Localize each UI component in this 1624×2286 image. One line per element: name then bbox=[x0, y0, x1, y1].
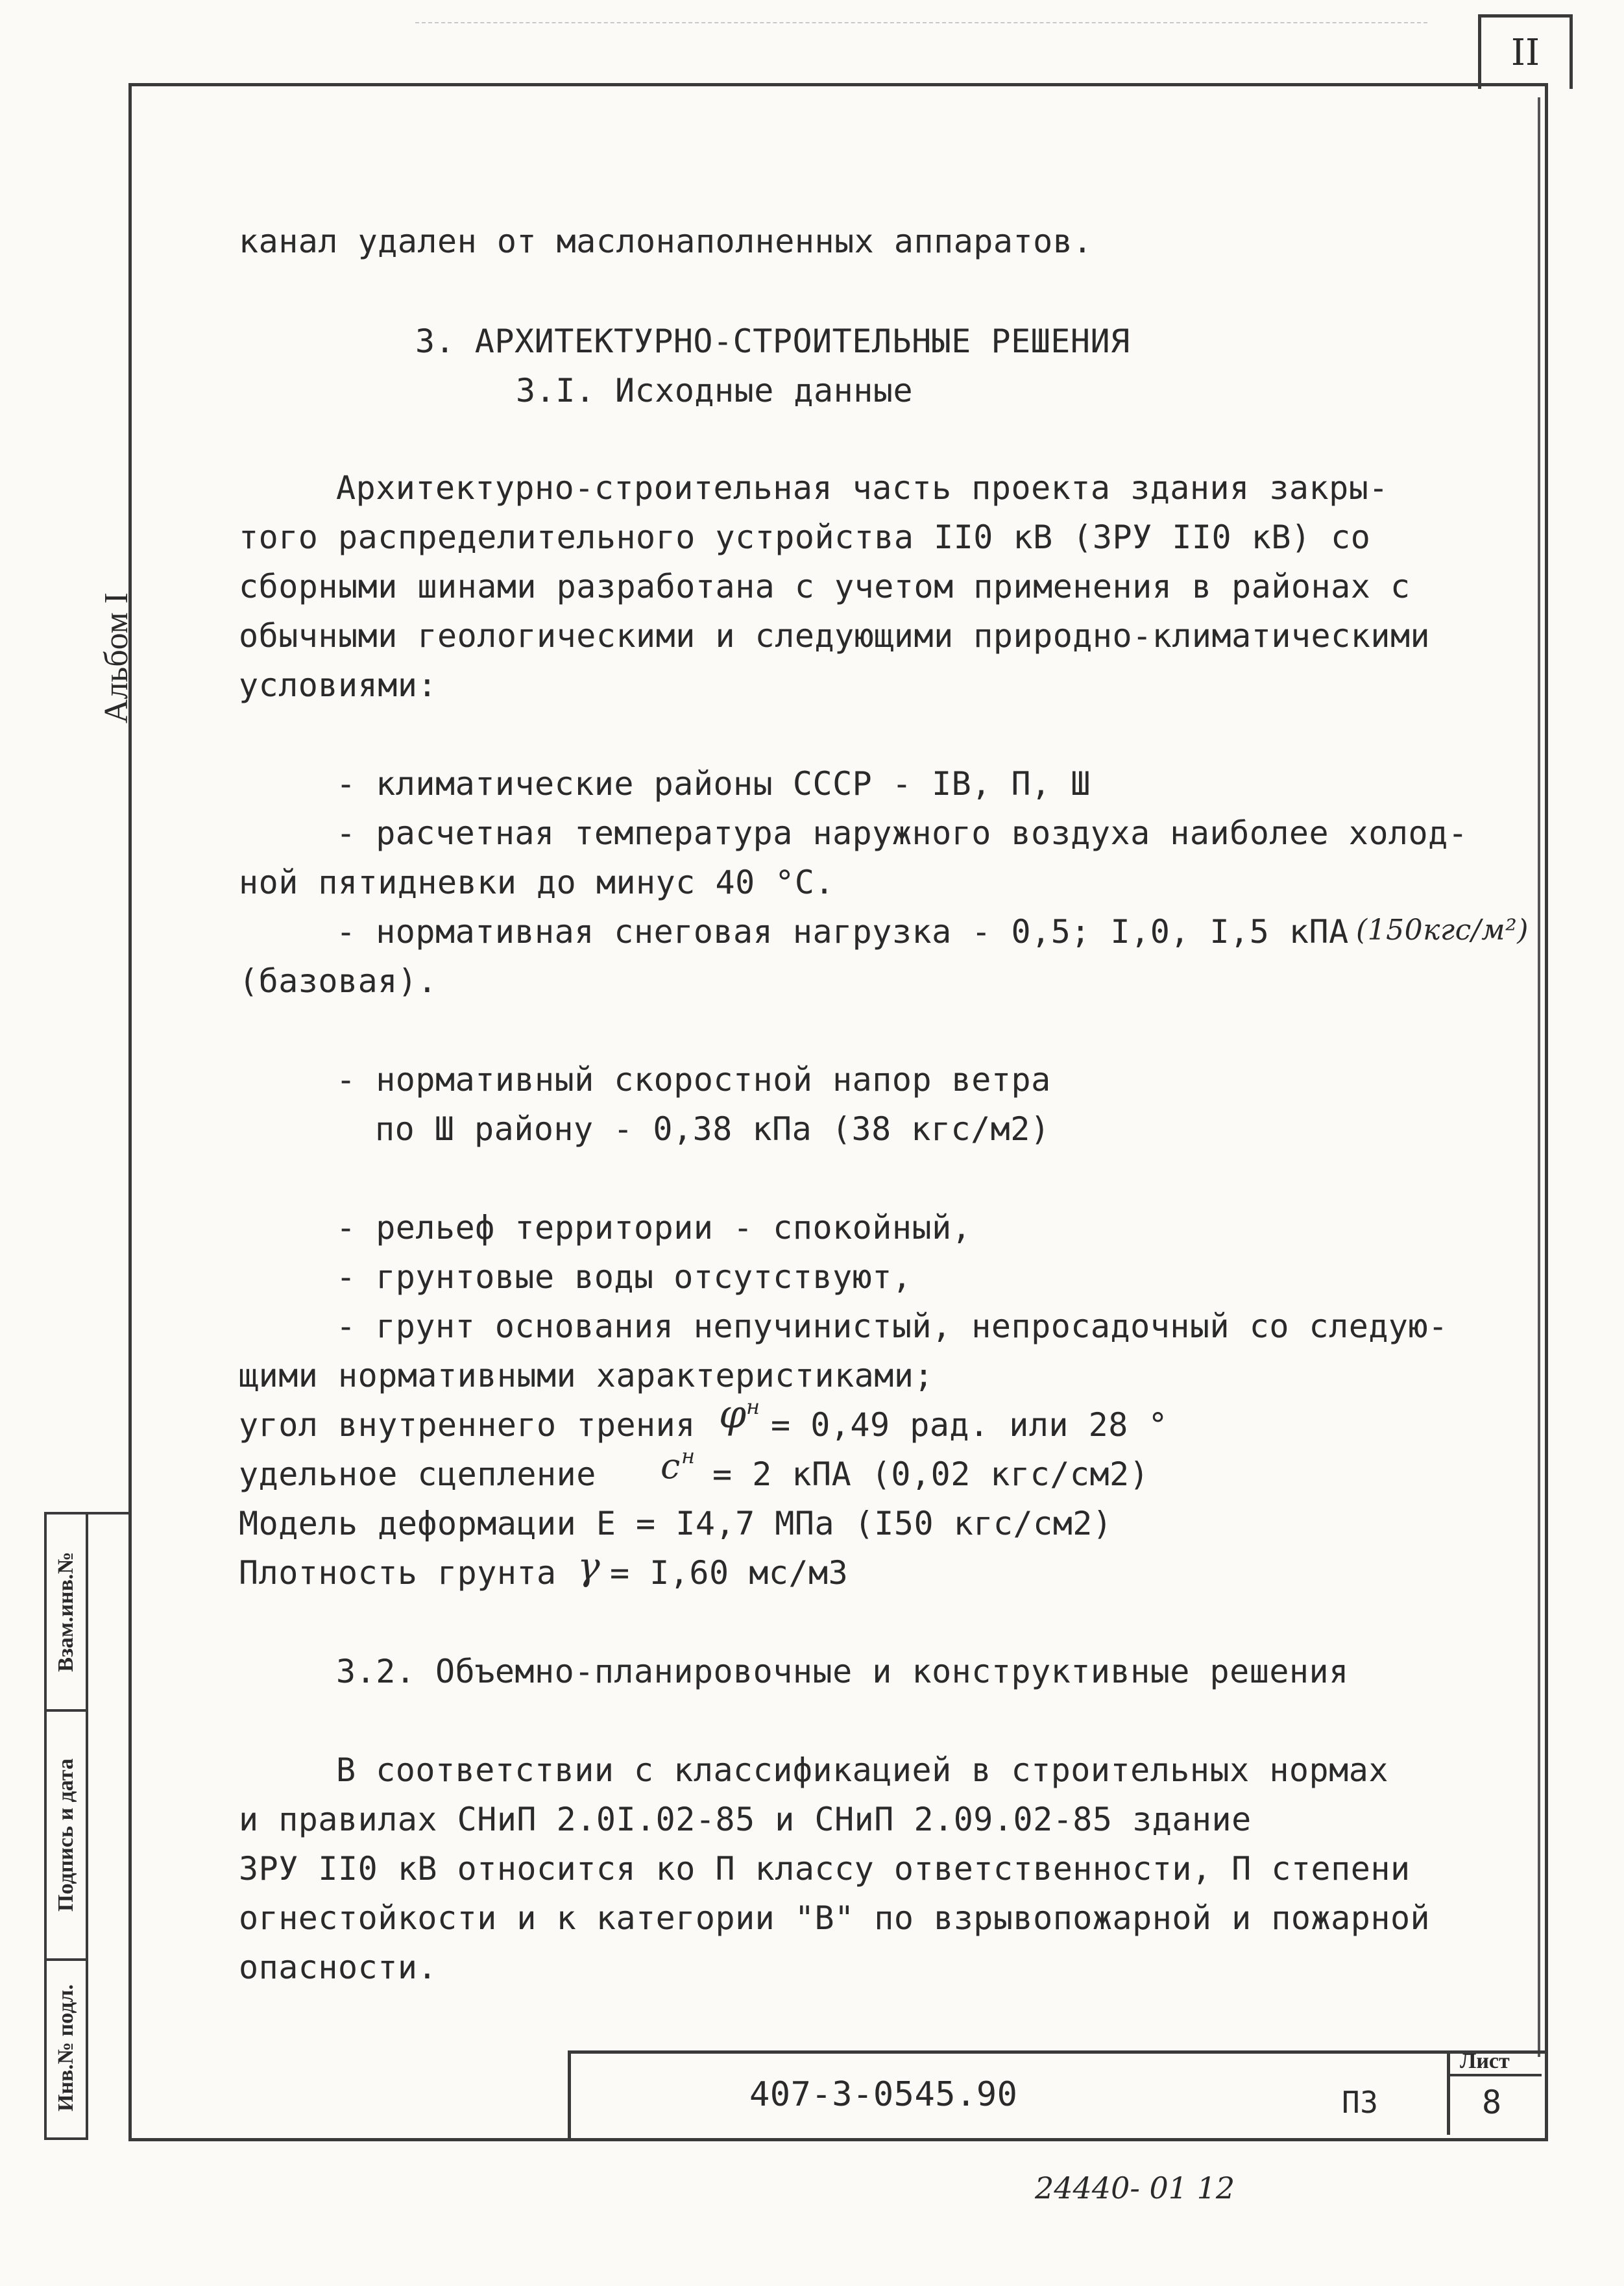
text-line: того распределительного устройства II0 кВ (ЗРУ II0 кВ) со bbox=[239, 518, 1371, 556]
list-item: - грунт основания непучинистый, непросадочный со следую- bbox=[336, 1307, 1448, 1345]
text-line: удельное сцепление bbox=[239, 1455, 596, 1493]
text-line: Плотность грунта bbox=[239, 1554, 557, 1592]
subsection-heading: 3.2. Объемно-планировочные и конструктивные решения bbox=[336, 1653, 1349, 1690]
inventory-number: 24440- 01 12 bbox=[1035, 2170, 1235, 2206]
list-item: - нормативный скоростной напор ветра bbox=[336, 1061, 1051, 1099]
section-heading: 3. АРХИТЕКТУРНО-СТРОИТЕЛЬНЫЕ РЕШЕНИЯ bbox=[415, 322, 1130, 360]
superscript-n: н bbox=[681, 1444, 696, 1468]
text-line: = 2 кПА (0,02 кгс/см2) bbox=[712, 1455, 1150, 1493]
text-line: и правилах СНиП 2.0I.02-85 и СНиП 2.09.02-85 здание bbox=[239, 1801, 1252, 1838]
document-code: ПЗ bbox=[1342, 2085, 1379, 2120]
list-item: - нормативная снеговая нагрузка - 0,5; I,0, I,5 кПА bbox=[336, 913, 1349, 951]
top-sheet-number: II bbox=[1510, 32, 1540, 74]
strip-cell-inv bbox=[47, 1961, 86, 2135]
text-line: угол внутреннего трения bbox=[239, 1406, 696, 1444]
top-sheet-box bbox=[1478, 14, 1573, 89]
margin-stamp-strip bbox=[44, 1512, 88, 2140]
sheet-divider bbox=[1447, 2074, 1542, 2076]
text-line: (базовая). bbox=[239, 962, 438, 1000]
top-dashed-line bbox=[415, 22, 1427, 23]
text-line: сборными шинами разработана с учетом применения в районах с bbox=[239, 568, 1411, 605]
text-line: В соответствии с классификацией в строительных нормах bbox=[336, 1751, 1388, 1789]
strip-cell-vzam bbox=[47, 1514, 86, 1712]
sheet-number: 8 bbox=[1482, 2084, 1502, 2121]
text-line: Модель деформации Е = I4,7 МПа (I50 кгс/см2) bbox=[239, 1505, 1113, 1542]
text-line: щими нормативными характеристиками; bbox=[239, 1357, 934, 1394]
document-number: 407-3-0545.90 bbox=[749, 2075, 1018, 2114]
sheet-label: Лист bbox=[1460, 2049, 1510, 2073]
text-line: = 0,49 рад. или 28 ° bbox=[771, 1406, 1169, 1444]
text-line: обычными геологическими и следующими природно-климатическими bbox=[239, 617, 1431, 655]
list-item: - грунтовые воды отсутствуют, bbox=[336, 1258, 912, 1296]
text-line: огнестойкости и к категории "В" по взрывопожарной и пожарной bbox=[239, 1899, 1431, 1937]
strip-label-inv: Инв.№ подл. bbox=[54, 1984, 78, 2111]
subsection-heading: 3.I. Исходные данные bbox=[516, 372, 914, 409]
title-block bbox=[568, 2050, 1545, 2138]
text-line: = I,60 мс/м3 bbox=[610, 1554, 849, 1592]
c-symbol: c bbox=[661, 1446, 681, 1487]
list-item: - климатические районы СССР - IВ, П, Ш bbox=[336, 765, 1091, 803]
strip-cell-podpis bbox=[47, 1712, 86, 1961]
frame-right-line bbox=[1538, 97, 1540, 2057]
superscript-n: н bbox=[746, 1394, 760, 1419]
phi-symbol: φ bbox=[719, 1392, 747, 1437]
gamma-symbol: γ bbox=[577, 1544, 601, 1588]
text-line: по Ш району - 0,38 кПа (38 кгс/м2) bbox=[375, 1110, 1050, 1148]
strip-label-vzam: Взам.инв.№ bbox=[54, 1551, 78, 1672]
handwritten-snow-load: (150кгс/м²) bbox=[1356, 914, 1529, 947]
list-item: - расчетная температура наружного воздуха наиболее холод- bbox=[336, 814, 1468, 852]
text-line: ной пятидневки до минус 40 °С. bbox=[239, 864, 835, 901]
text-line: условиями: bbox=[239, 666, 438, 704]
text-line: ЗРУ II0 кВ относится ко П классу ответственности, П степени bbox=[239, 1850, 1411, 1888]
text-line: опасности. bbox=[239, 1949, 438, 1986]
album-label: Альбом I bbox=[98, 592, 135, 723]
margin-strip-gap bbox=[83, 1512, 128, 2137]
list-item: - рельеф территории - спокойный, bbox=[336, 1209, 972, 1246]
text-line: канал удален от маслонаполненных аппаратов. bbox=[239, 223, 1093, 260]
text-line: Архитектурно-строительная часть проекта здания закры- bbox=[336, 469, 1388, 507]
strip-label-podpis: Подпись и дата bbox=[54, 1758, 78, 1912]
